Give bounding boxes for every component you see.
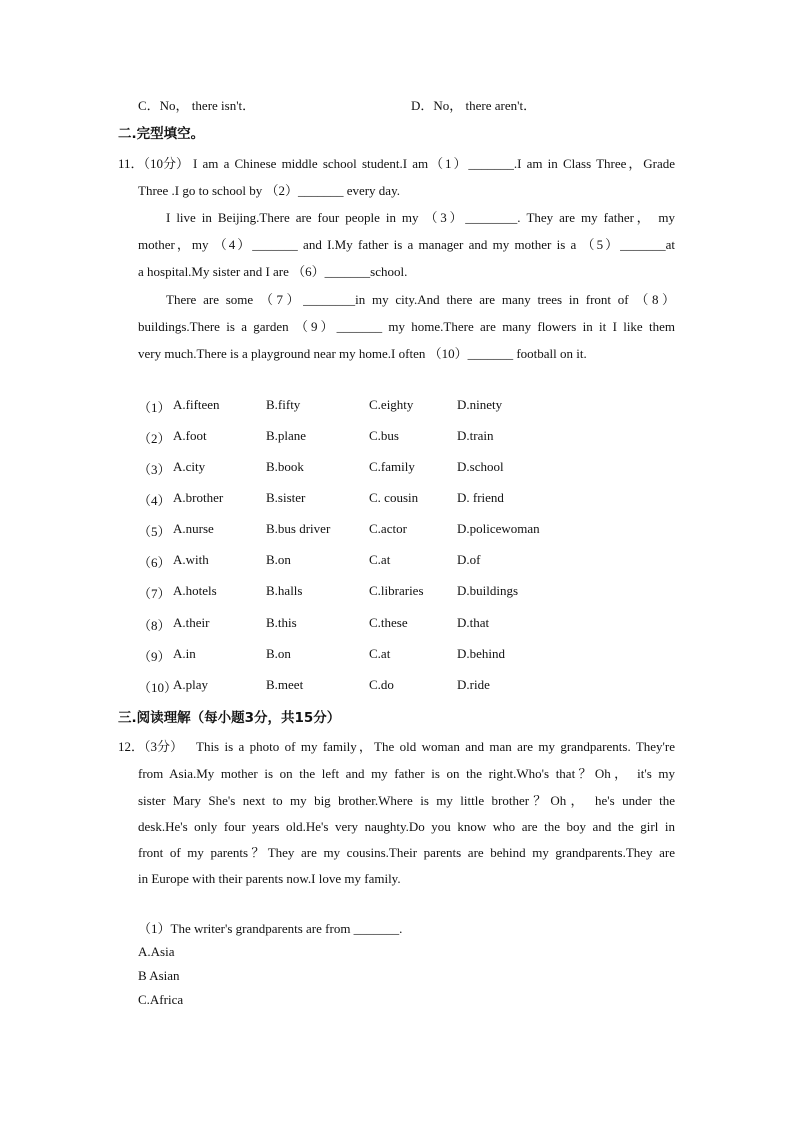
sub-question-1: （1）The writer's grandparents are from _______. xyxy=(138,921,403,936)
option-row-10 xyxy=(138,677,638,699)
cloze-line-6: There are some （7）________in my city.And there are many trees in front of （8） xyxy=(166,292,675,307)
option-num: （2） xyxy=(138,431,171,446)
option-row-3 xyxy=(138,459,638,481)
option-num: （5） xyxy=(138,524,171,539)
prev-option-d: D．No， there aren't． xyxy=(411,98,537,113)
option-d[interactable]: D.policewoman xyxy=(457,521,540,536)
question-number: 12． xyxy=(118,739,145,754)
reading-line-6: in Europe with their parents now.I love my family. xyxy=(138,871,401,886)
option-row-1 xyxy=(138,397,638,419)
option-d[interactable]: D.of xyxy=(457,552,481,567)
cloze-line-5: a hospital.My sister and I are （6）_______school. xyxy=(138,264,408,279)
option-c[interactable]: C.at xyxy=(369,552,391,567)
option-b[interactable]: B.meet xyxy=(266,677,304,692)
option-num: （10） xyxy=(138,680,178,695)
option-c[interactable]: C.actor xyxy=(369,521,407,536)
option-d[interactable]: D. friend xyxy=(457,490,504,505)
option-b[interactable]: B.bus driver xyxy=(266,521,331,536)
cloze-line-2: Three .I go to school by （2）_______ every day. xyxy=(138,183,400,198)
option-c[interactable]: C.do xyxy=(369,677,394,692)
option-row-2 xyxy=(138,428,638,450)
option-num: （6） xyxy=(138,555,171,570)
option-c[interactable]: C.libraries xyxy=(369,583,424,598)
option-a[interactable]: A.city xyxy=(173,459,206,474)
option-d[interactable]: D.train xyxy=(457,428,494,443)
option-b[interactable]: B.sister xyxy=(266,490,306,505)
option-c[interactable]: C.family xyxy=(369,459,415,474)
option-d[interactable]: D.buildings xyxy=(457,583,519,598)
option-a[interactable]: A.with xyxy=(173,552,209,567)
option-b[interactable]: B.plane xyxy=(266,428,307,443)
option-num: （8） xyxy=(138,618,171,633)
option-row-5 xyxy=(138,521,638,543)
cloze-line-1: I am a Chinese middle school student.I am（1）_______.I am in Class Three，Grade xyxy=(193,156,675,171)
option-a[interactable]: A.brother xyxy=(173,490,224,505)
option-d[interactable]: D.ride xyxy=(457,677,490,692)
option-row-7 xyxy=(138,583,638,605)
option-c[interactable]: C.these xyxy=(369,615,408,630)
reading-line-1: This is a photo of my family，The old woman and man are my grandparents. They're xyxy=(196,739,675,754)
option-b[interactable]: B.halls xyxy=(266,583,303,598)
option-b[interactable]: B.on xyxy=(266,552,291,567)
option-a[interactable]: A.foot xyxy=(173,428,207,443)
reading-line-3: sister Mary She's next to my big brother.Where is my little brother？Oh， he's under the xyxy=(138,793,675,808)
option-a[interactable]: A.play xyxy=(173,677,209,692)
option-a[interactable]: A.fifteen xyxy=(173,397,220,412)
reading-line-2: from Asia.My mother is on the left and my father is on the right.Who's that？Oh， it's my xyxy=(138,766,675,781)
option-d[interactable]: D.school xyxy=(457,459,504,474)
option-a[interactable]: A.hotels xyxy=(173,583,217,598)
cloze-line-7: buildings.There is a garden （9）_______ my home.There are many flowers in it I like them xyxy=(138,319,675,334)
section2-title: 二.完型填空。 xyxy=(118,126,205,142)
section3-title: 三.阅读理解（每小题3分，共15分） xyxy=(118,710,341,726)
question-score: （10分） xyxy=(143,156,190,171)
cloze-line-3: I live in Beijing.There are four people in my （3）________. They are my father， my xyxy=(166,210,675,225)
cloze-line-8: very much.There is a playground near my home.I often （10）_______ football on it. xyxy=(138,346,587,361)
option-b[interactable]: B.fifty xyxy=(266,397,301,412)
option-b[interactable]: B.book xyxy=(266,459,304,474)
option-num: （4） xyxy=(138,493,171,508)
choice-b[interactable]: B Asian xyxy=(138,968,180,983)
option-a[interactable]: A.in xyxy=(173,646,196,661)
question-score: （3分） xyxy=(144,739,184,754)
option-num: （1） xyxy=(138,400,171,415)
reading-line-5: front of my parents？They are my cousins.Their parents are behind my grandparents.They are xyxy=(138,845,675,860)
choice-c[interactable]: C.Africa xyxy=(138,992,184,1007)
cloze-line-4: mother，my （4）_______ and I.My father is a manager and my mother is a （5）_______at xyxy=(138,237,675,252)
option-d[interactable]: D.ninety xyxy=(457,397,503,412)
option-d[interactable]: D.behind xyxy=(457,646,506,661)
choice-a[interactable]: A.Asia xyxy=(138,944,175,959)
option-num: （3） xyxy=(138,462,171,477)
option-num: （7） xyxy=(138,586,171,601)
option-c[interactable]: C.at xyxy=(369,646,391,661)
reading-line-4: desk.He's only four years old.He's very naughty.Do you know who are the boy and the girl in xyxy=(138,819,675,834)
option-b[interactable]: B.this xyxy=(266,615,297,630)
option-row-9 xyxy=(138,646,638,668)
option-row-4 xyxy=(138,490,638,512)
prev-option-c: C．No， there isn't． xyxy=(138,98,256,113)
option-c[interactable]: C.bus xyxy=(369,428,399,443)
option-a[interactable]: A.their xyxy=(173,615,210,630)
question-11-number xyxy=(118,150,189,177)
option-row-6 xyxy=(138,552,638,574)
question-12-number xyxy=(118,733,183,760)
option-c[interactable]: C.eighty xyxy=(369,397,414,412)
question-number: 11． xyxy=(118,156,144,171)
option-num: （9） xyxy=(138,649,171,664)
option-row-8 xyxy=(138,615,638,637)
option-a[interactable]: A.nurse xyxy=(173,521,214,536)
option-d[interactable]: D.that xyxy=(457,615,490,630)
option-b[interactable]: B.on xyxy=(266,646,291,661)
option-c[interactable]: C. cousin xyxy=(369,490,419,505)
